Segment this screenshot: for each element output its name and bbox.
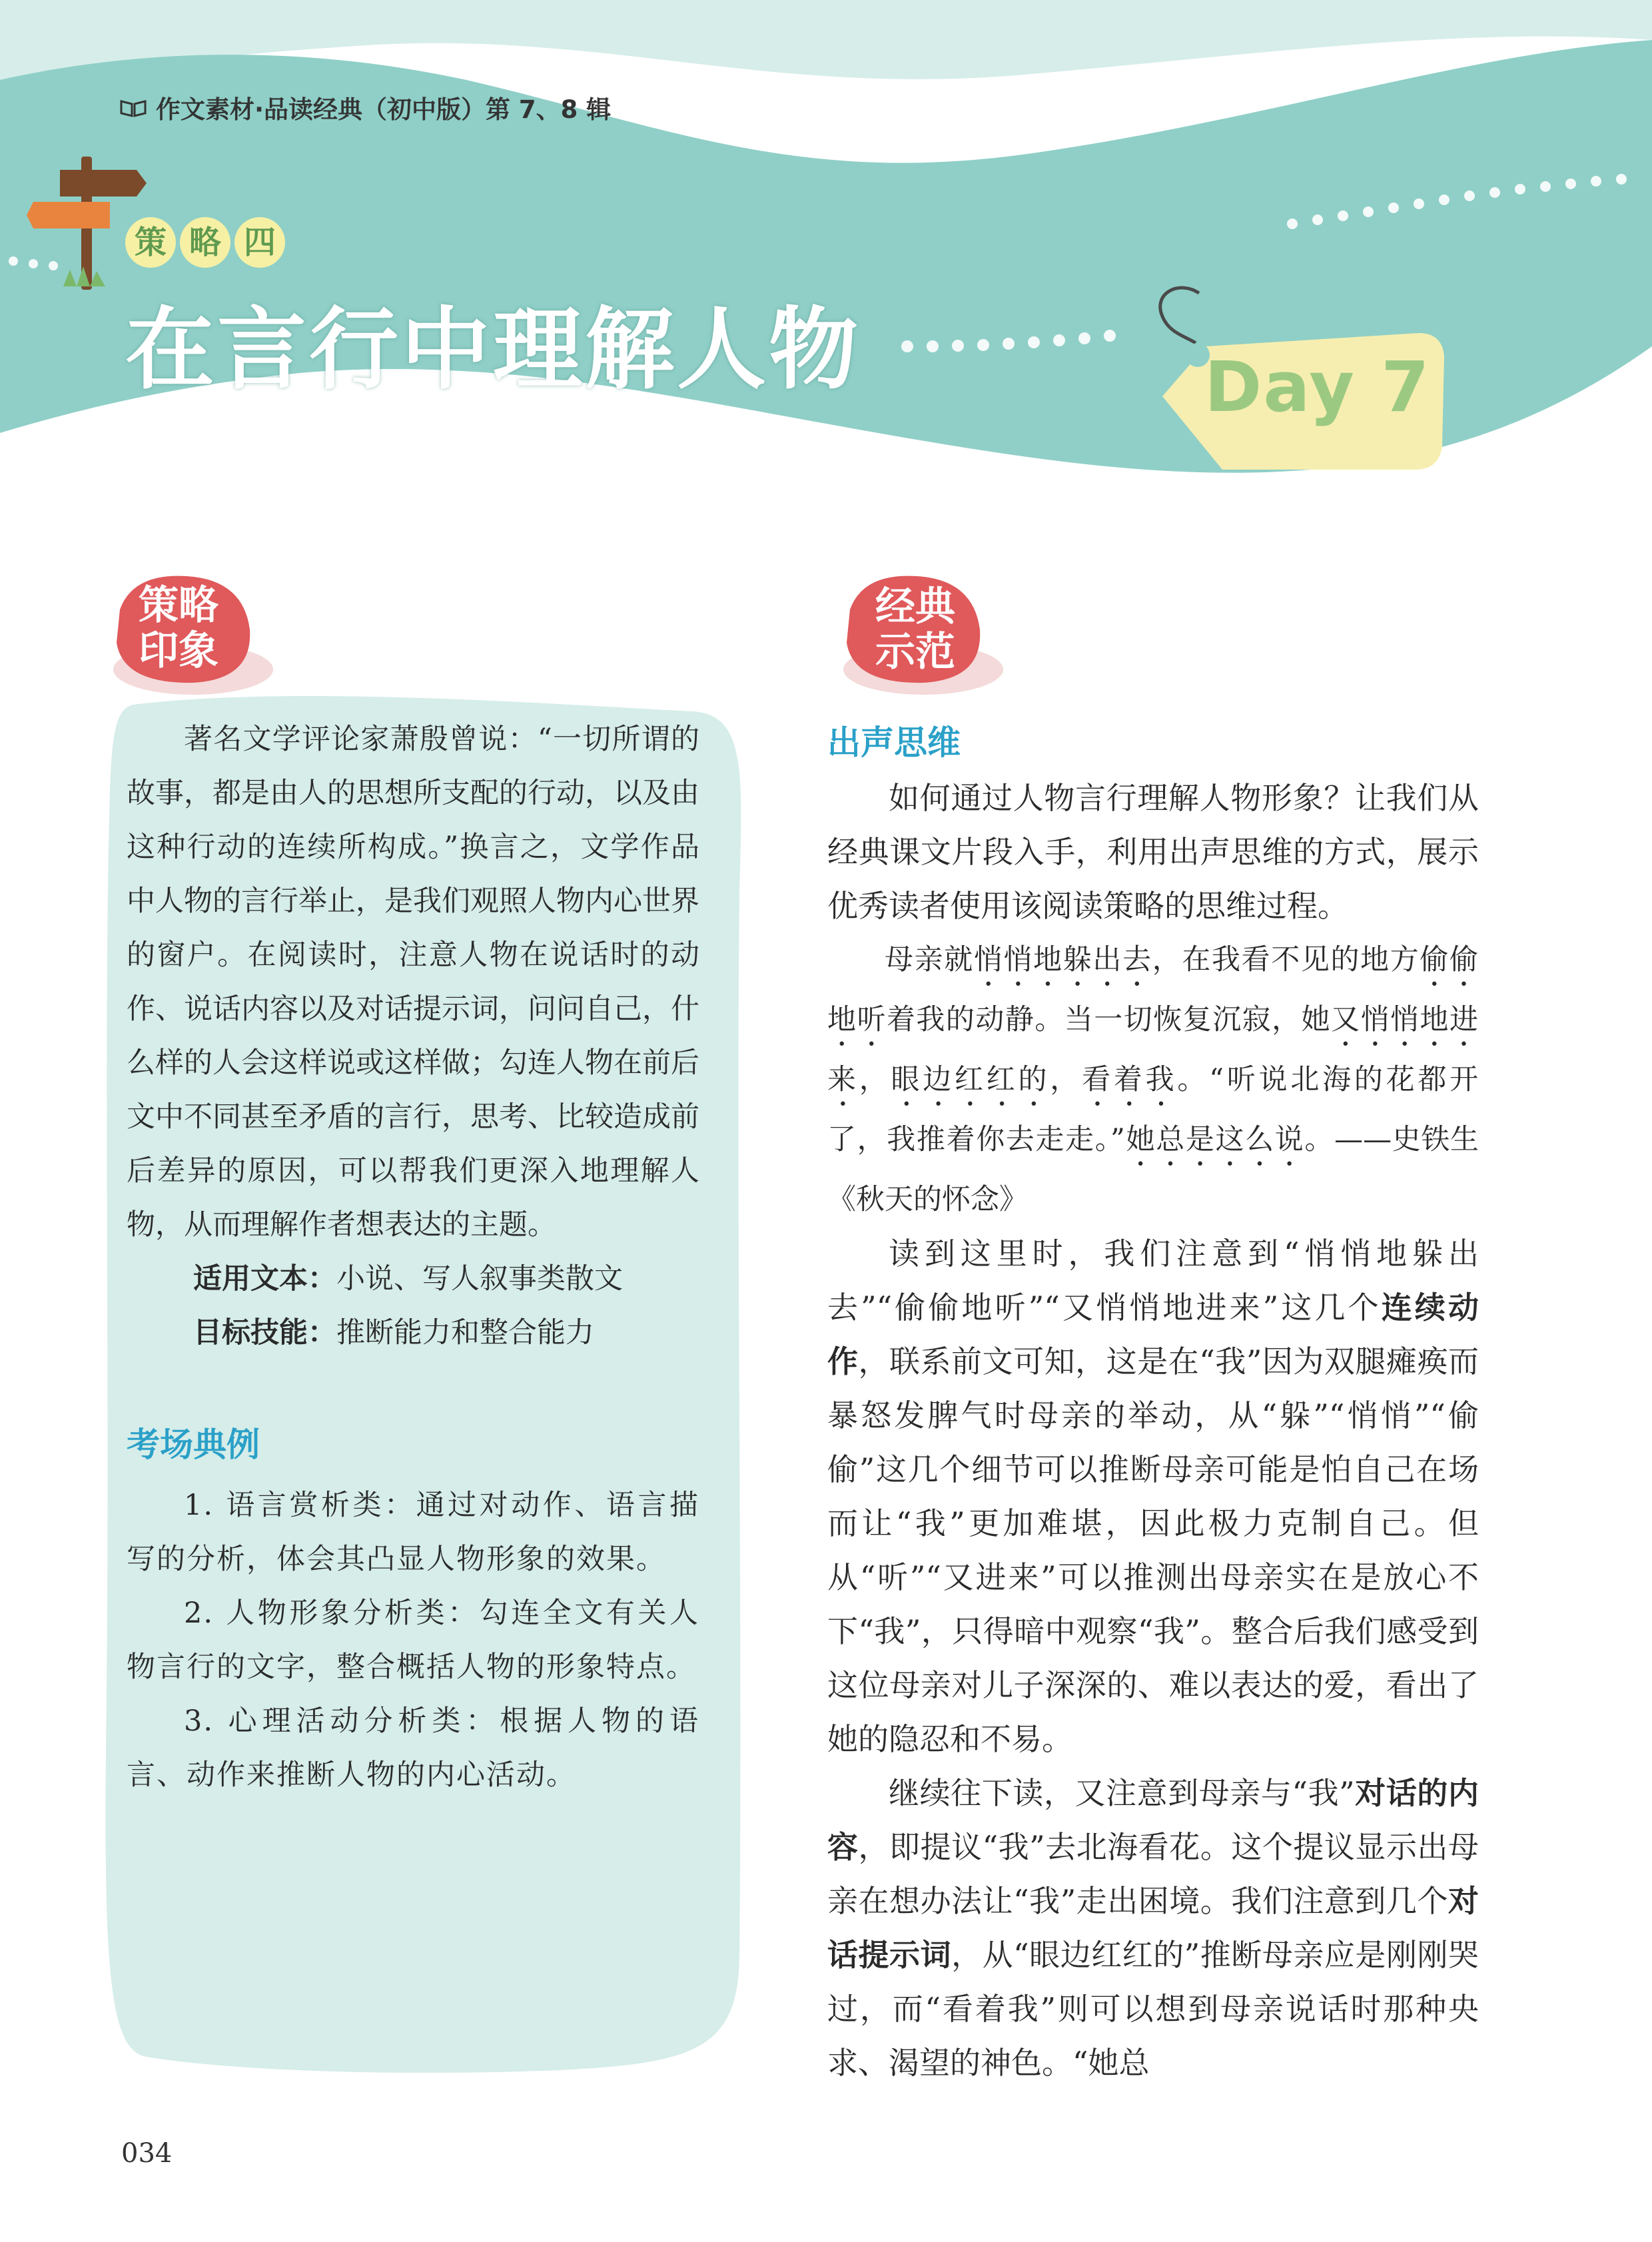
intro-paragraph: 著名文学评论家萧殷曾说：“一切所谓的故事，都是由人的思想所支配的行动，以及由这种行动的连续所构成。”换言之，文学作品中人物的言行举止，是我们观照人物内心世界的窗户。在阅读时，注意人物在说话时的动作、说话内容以及对话提示词，问问自己，什么样的人会这样说或这样做；勾连人物在前后文中不同甚至矛盾的言行，思考、比较造成前后差异的原因，可以帮我们更深入地理解人物，从而理解作者想表达的主题。 <box>127 723 699 1242</box>
analysis-text: 读到这里时，我们注意到“悄悄地躲出去”“偷偷地听”“又悄悄地进来”这几个 <box>827 1236 1479 1325</box>
excerpt-text: ，在我看不见的地方 <box>1152 943 1420 976</box>
analysis-text: 继续往下读，又注意到母亲与“我” <box>889 1775 1355 1811</box>
emphasized-action: 偷偷地听 <box>827 943 1479 1036</box>
applicable-value: 小说、写人叙事类散文 <box>336 1262 623 1296</box>
exam-item: 1. 语言赏析类：通过对动作、语言描写的分析，体会其凸显人物形象的效果。 <box>127 1489 699 1576</box>
skill-label: 目标技能： <box>193 1316 336 1349</box>
page-number: 034 <box>121 2138 173 2169</box>
strategy-char: 策 <box>125 217 176 268</box>
day-label: Day 7 <box>1204 346 1431 428</box>
running-head <box>120 89 611 125</box>
analysis-paragraph <box>827 1227 1479 1766</box>
strategy-impression-badge <box>93 569 286 703</box>
excerpt-text: 母亲就 <box>885 943 974 976</box>
excerpt-attribution: ——史铁生《秋天的怀念》 <box>827 1123 1479 1216</box>
emphasized-action: 悄悄地躲出去 <box>973 943 1152 976</box>
excerpt-text: 。 <box>1304 1123 1335 1156</box>
strategy-impression-section <box>127 713 699 1802</box>
badge-line: 策略 <box>139 582 218 629</box>
key-term: 连续动作 <box>827 1290 1479 1379</box>
emphasized-action: 她总是这么说 <box>1125 1123 1305 1156</box>
think-aloud-heading: 出声思维 <box>827 723 961 762</box>
open-book-icon <box>120 97 147 117</box>
intro-paragraph: 如何通过人物言行理解人物形象？让我们从经典课文片段入手，利用出声思维的方式，展示优秀读者使用该阅读策略的思维过程。 <box>827 780 1479 924</box>
excerpt-text: ， <box>1050 1063 1082 1096</box>
exam-examples-heading: 考场典例 <box>127 1425 260 1464</box>
key-term: 对话提示词 <box>827 1883 1479 1973</box>
emphasized-action: 又悄悄地进来 <box>827 1003 1479 1096</box>
analysis-text: ，联系前文可知，这是在“我”因为双腿瘫痪而暴怒发脾气时母亲的举动，从“躲”“悄悄”“偷偷”这几个细节可以推断母亲可能是怕自己在场而让“我”更加难堪，因此极力克制自己。但从“听”“又进来”可以推测出母亲实在是放心不下“我”，只得暗中观察“我”。整合后我们感受到这位母亲对儿子深深的、难以表达的爱，看出了她的隐忍和不易。 <box>827 1343 1479 1757</box>
emphasized-action: 看着我 <box>1082 1063 1178 1096</box>
analysis-text: ，从“眼边红红的”推断母亲应是刚刚哭过，而“看着我”则可以想到母亲说话时那种央求、渴望的神色。“她总 <box>827 1937 1479 2081</box>
analysis-text: ，即提议“我”去北海看花。这个提议显示出母亲在想办法让“我”走出困境。我们注意到几个 <box>827 1829 1479 1919</box>
classic-demo-badge <box>823 569 1017 703</box>
badge-line: 经典 <box>875 583 955 630</box>
running-head-text: 作文素材·品读经典（初中版）第 7、8 辑 <box>156 95 612 124</box>
target-skill-line <box>127 1306 699 1360</box>
excerpt-text: ， <box>859 1063 891 1096</box>
excerpt-paragraph <box>827 933 1479 1227</box>
badge-line: 印象 <box>139 627 218 674</box>
strategy-char: 四 <box>234 217 285 268</box>
analysis-paragraph <box>827 1766 1479 2090</box>
strategy-number-tag <box>125 217 285 268</box>
key-term: 对话的内容 <box>827 1775 1479 1865</box>
exam-item: 3. 心理活动分析类：根据人物的语言、动作来推断人物的内心活动。 <box>127 1704 699 1792</box>
excerpt-text: 着我的动静。当一切恢复沉寂，她 <box>886 1003 1332 1036</box>
emphasized-action: 眼边红红的 <box>891 1063 1050 1096</box>
applicable-text-line <box>127 1252 699 1306</box>
applicable-label: 适用文本： <box>193 1262 336 1296</box>
excerpt-text: 。“听说北海的花都开了，我推着你去走走。” <box>827 1063 1479 1156</box>
strategy-char: 略 <box>180 217 230 268</box>
skill-value: 推断能力和整合能力 <box>336 1316 594 1349</box>
page-title: 在言行中理解人物 <box>125 298 861 402</box>
exam-item: 2. 人物形象分析类：勾连全文有关人物言行的文字，整合概括人物的形象特点。 <box>127 1597 699 1684</box>
classic-demo-section <box>827 719 1479 2090</box>
badge-line: 示范 <box>875 629 955 675</box>
